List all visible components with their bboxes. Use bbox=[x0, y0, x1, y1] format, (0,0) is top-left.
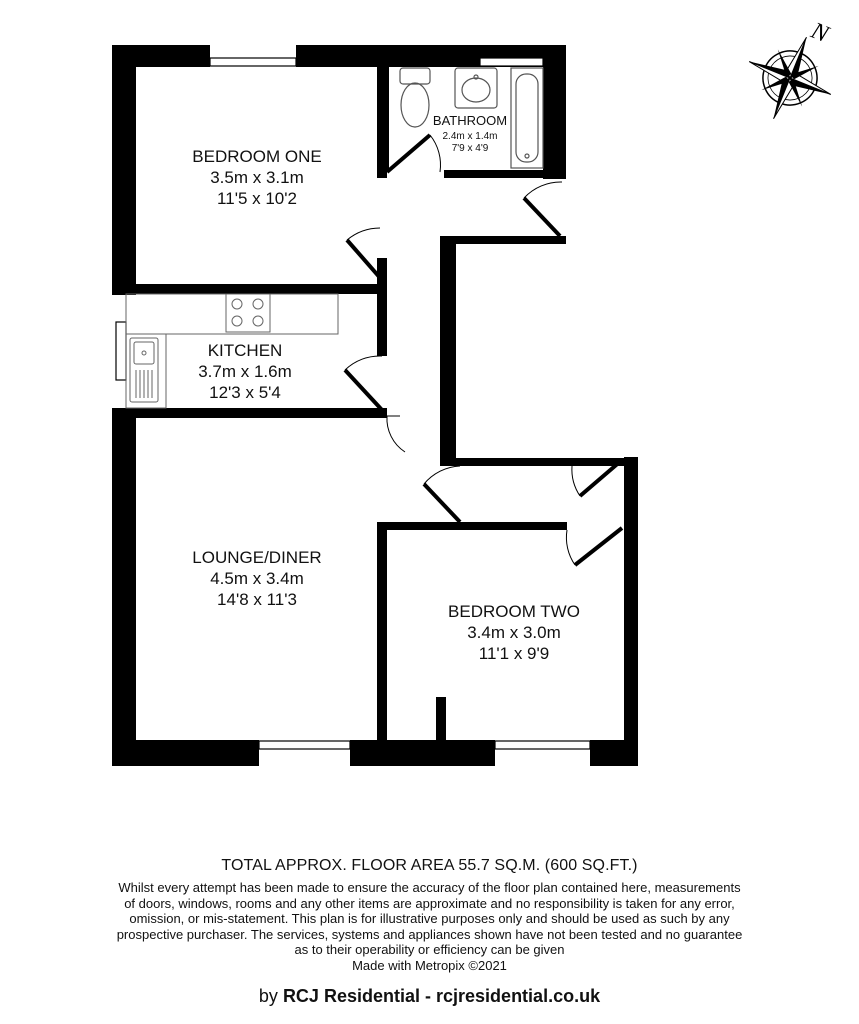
bedroom-one-imperial: 11'5 x 10'2 bbox=[217, 189, 297, 208]
room-label-bedroom-two bbox=[448, 602, 580, 663]
kitchen-name: KITCHEN bbox=[207, 341, 283, 360]
disclaimer-line: Whilst every attempt has been made to ensure the accuracy of the floor plan contained here, measurements bbox=[118, 880, 741, 895]
byline-website: rcjresidential.co.uk bbox=[436, 986, 601, 1006]
room-label-bedroom-one bbox=[192, 147, 321, 208]
byline-prefix: by bbox=[258, 986, 278, 1006]
bath-icon bbox=[511, 68, 543, 168]
bathroom-name: BATHROOM bbox=[432, 113, 508, 128]
byline bbox=[0, 986, 859, 1007]
hob-icon bbox=[226, 294, 270, 332]
bedroom-two-name: BEDROOM TWO bbox=[448, 602, 580, 621]
byline-separator: - bbox=[425, 986, 431, 1006]
lounge-metric: 4.5m x 3.4m bbox=[210, 569, 304, 588]
bedroom-two-metric: 3.4m x 3.0m bbox=[467, 623, 561, 642]
basin-icon bbox=[455, 68, 497, 108]
room-label-lounge bbox=[192, 548, 321, 609]
disclaimer-line: Made with Metropix ©2021 bbox=[352, 957, 507, 973]
room-label-kitchen bbox=[198, 341, 292, 402]
total-floor-area: TOTAL APPROX. FLOOR AREA 55.7 SQ.M. (600 SQ.FT.) bbox=[221, 857, 638, 874]
exterior-walls bbox=[112, 45, 638, 766]
kitchen-metric: 3.7m x 1.6m bbox=[198, 362, 292, 381]
bathroom-metric: 2.4m x 1.4m bbox=[442, 131, 498, 142]
sink-icon bbox=[130, 338, 158, 402]
bedroom-two-imperial: 11'1 x 9'9 bbox=[478, 644, 550, 663]
bathroom-imperial: 7'9 x 4'9 bbox=[451, 143, 489, 154]
compass-icon bbox=[733, 21, 848, 136]
lounge-imperial: 14'8 x 11'3 bbox=[217, 590, 297, 609]
room-label-bathroom bbox=[433, 113, 507, 154]
bedroom-one-metric: 3.5m x 3.1m bbox=[210, 168, 304, 187]
lounge-name: LOUNGE/DINER bbox=[192, 548, 322, 567]
compass-north-label: N bbox=[807, 17, 832, 48]
bedroom-one-name: BEDROOM ONE bbox=[192, 147, 322, 166]
disclaimer-line: omission, or mis-statement. This plan is for illustrative purposes only and should be used as such by any bbox=[129, 911, 730, 926]
disclaimer-line: of doors, windows, rooms and any other items are approximate and no responsibility is taken for any error, bbox=[124, 895, 735, 911]
toilet-icon bbox=[400, 68, 430, 127]
disclaimer-line: prospective purchaser. The services, systems and appliances shown have not been tested and no guarantee bbox=[116, 926, 743, 942]
disclaimer bbox=[0, 880, 859, 973]
disclaimer-line: as to their operability or efficiency can be given bbox=[294, 942, 565, 957]
kitchen-imperial: 12'3 x 5'4 bbox=[209, 383, 281, 402]
byline-company: RCJ Residential bbox=[282, 986, 420, 1006]
